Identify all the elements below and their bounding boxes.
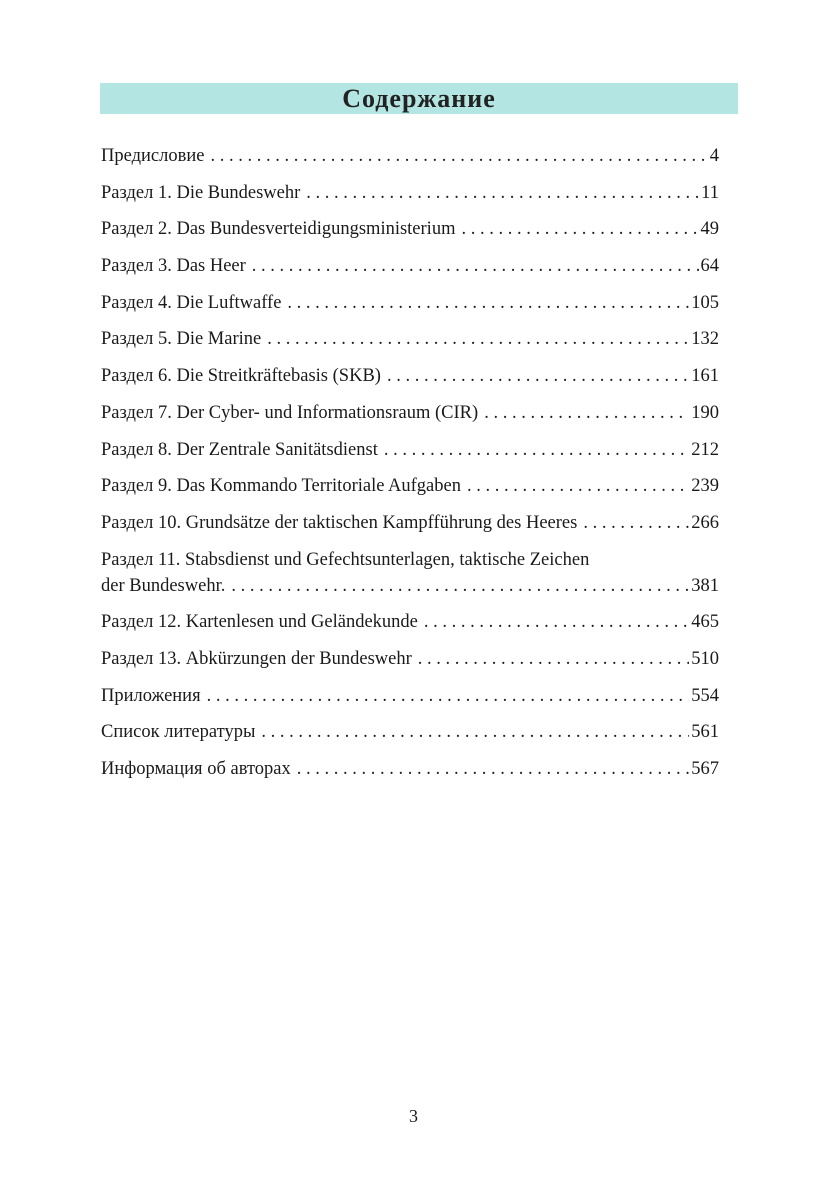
toc-leader-dots [387, 363, 689, 389]
toc-entry-section-7[interactable] [101, 400, 719, 426]
toc-leader-dots [267, 326, 689, 352]
toc-leader-dots [252, 253, 699, 279]
toc-entry-title-line1: Раздел 11. Stabsdienst und Gefechtsunterlagen, taktische Zeichen [101, 549, 590, 570]
toc-entry-page: 190 [691, 402, 719, 423]
toc-leader-dots [467, 473, 689, 499]
toc-leader-dots [297, 756, 689, 782]
toc-entry-page: 49 [700, 219, 719, 240]
contents-heading-bar [100, 83, 738, 114]
toc-entry-preface[interactable] [101, 143, 719, 169]
toc-entry-section-1[interactable] [101, 180, 719, 206]
toc-entry-title: Раздел 13. Abkürzungen der Bundeswehr [101, 646, 418, 672]
toc-leader-dots [210, 143, 707, 169]
toc-leader-dots [306, 180, 699, 206]
toc-entry-page: 266 [691, 512, 719, 533]
toc-entry-page: 239 [691, 476, 719, 497]
toc-entry-page: 11 [701, 182, 719, 203]
toc-entry-section-4[interactable] [101, 290, 719, 316]
toc-entry-page: 64 [700, 256, 719, 277]
toc-entry-appendices[interactable] [101, 683, 719, 709]
toc-leader-dots [461, 216, 698, 242]
toc-leader-dots [384, 437, 689, 463]
toc-entry-section-9[interactable] [101, 473, 719, 499]
toc-leader-dots [207, 683, 690, 709]
toc-entry-title: Информация об авторах [101, 756, 297, 782]
toc-entry-section-2[interactable] [101, 216, 719, 242]
toc-entry-section-5[interactable] [101, 326, 719, 352]
toc-entry-page: 132 [691, 329, 719, 350]
toc-entry-page: 4 [709, 146, 719, 166]
toc-entry-section-12[interactable] [101, 609, 719, 635]
table-of-contents [101, 143, 719, 793]
toc-entry-title: Раздел 9. Das Kommando Territoriale Aufgaben [101, 473, 467, 499]
toc-entry-title: Раздел 4. Die Luftwaffe [101, 290, 287, 316]
toc-entry-bibliography[interactable] [101, 719, 719, 745]
toc-entry-page: 212 [691, 439, 719, 460]
toc-entry-page: 161 [691, 366, 719, 387]
toc-entry-section-8[interactable] [101, 437, 719, 463]
toc-leader-dots [418, 646, 689, 672]
toc-entry-title: Раздел 5. Die Marine [101, 326, 267, 352]
toc-entry-section-10[interactable] [101, 510, 719, 536]
toc-entry-section-13[interactable] [101, 646, 719, 672]
toc-entry-title: Раздел 2. Das Bundesverteidigungsministerium [101, 216, 461, 242]
toc-leader-dots [484, 400, 689, 426]
toc-leader-dots [583, 510, 689, 536]
toc-leader-dots [287, 290, 689, 316]
toc-entry-page: 465 [691, 612, 719, 633]
toc-entry-title: Раздел 6. Die Streitkräftebasis (SKB) [101, 363, 387, 389]
toc-entry-page: 567 [691, 759, 719, 779]
toc-entry-page: 561 [691, 722, 719, 743]
toc-entry-title: Раздел 3. Das Heer [101, 253, 252, 279]
toc-entry-title: Раздел 1. Die Bundeswehr [101, 180, 306, 206]
toc-leader-dots [261, 719, 689, 745]
toc-entry-title: Список литературы [101, 719, 261, 745]
toc-entry-title: der Bundeswehr. [101, 573, 231, 599]
toc-leader-dots [424, 609, 689, 635]
toc-entry-page: 381 [691, 575, 719, 596]
contents-heading: Содержание [342, 84, 496, 113]
toc-entry-section-3[interactable] [101, 253, 719, 279]
toc-entry-section-11[interactable] [101, 547, 719, 599]
toc-entry-title: Раздел 10. Grundsätze der taktischen Kampfführung des Heeres [101, 510, 583, 536]
toc-entry-page: 554 [691, 685, 719, 706]
toc-entry-page: 105 [691, 292, 719, 313]
toc-entry-title: Раздел 12. Kartenlesen und Geländekunde [101, 609, 424, 635]
toc-entry-title: Раздел 8. Der Zentrale Sanitätsdienst [101, 437, 384, 463]
toc-entry-title: Предисловие [101, 143, 210, 169]
toc-leader-dots [231, 573, 689, 599]
toc-entry-about-authors[interactable] [101, 756, 719, 782]
toc-entry-section-6[interactable] [101, 363, 719, 389]
toc-entry-page: 510 [691, 648, 719, 669]
page-number: 3 [409, 1106, 418, 1126]
toc-entry-title: Раздел 7. Der Cyber- und Informationsraum (CIR) [101, 400, 484, 426]
toc-entry-title: Приложения [101, 683, 207, 709]
